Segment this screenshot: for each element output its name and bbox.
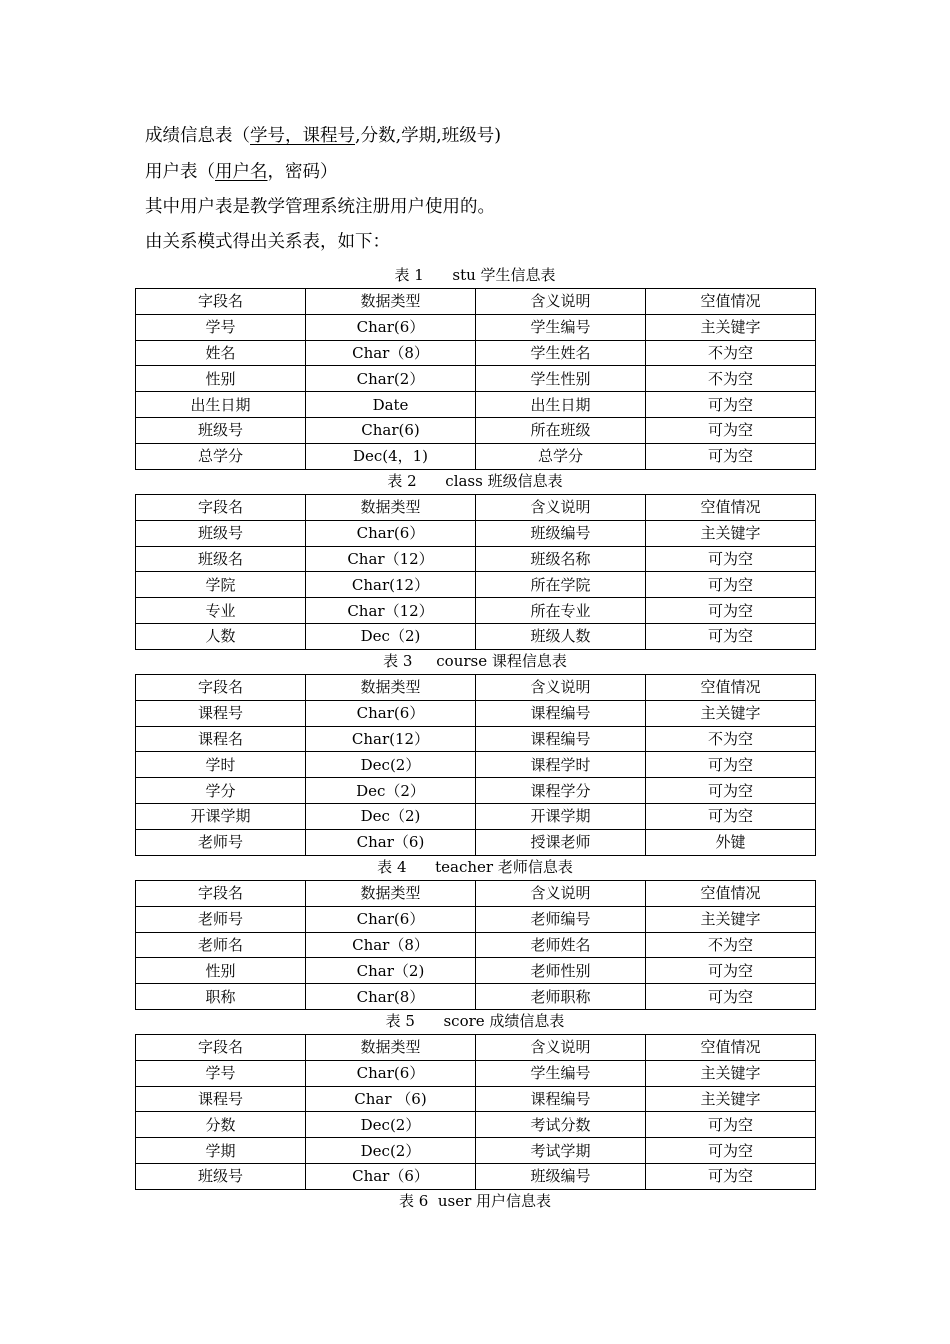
table-cell: 所在专业 bbox=[476, 598, 646, 624]
table-cell: 主关键字 bbox=[646, 700, 816, 726]
table-cell: 不为空 bbox=[646, 340, 816, 366]
table-row bbox=[136, 366, 816, 392]
table-row bbox=[136, 340, 816, 366]
table-cell: 性别 bbox=[136, 958, 306, 984]
table-cell: 可为空 bbox=[646, 417, 816, 443]
table-cell: Char（8） bbox=[306, 932, 476, 958]
table-cell: 学生编号 bbox=[476, 314, 646, 340]
table-caption: 表 6 user 用户信息表 bbox=[398, 1192, 552, 1210]
table-cell: Char （6) bbox=[306, 1086, 476, 1112]
column-header: 空值情况 bbox=[646, 881, 816, 907]
paragraph-user-schema bbox=[145, 160, 338, 184]
table-cell: Char(12） bbox=[306, 726, 476, 752]
table-cell: 可为空 bbox=[646, 572, 816, 598]
table-cell: 外键 bbox=[646, 829, 816, 855]
table-cell: 授课老师 bbox=[476, 829, 646, 855]
primary-key-text: 用户名 bbox=[215, 162, 268, 182]
table-cell: 老师号 bbox=[136, 906, 306, 932]
table-cell: 可为空 bbox=[646, 1138, 816, 1164]
column-header: 字段名 bbox=[136, 675, 306, 701]
table-cell: 所在学院 bbox=[476, 572, 646, 598]
column-header: 数据类型 bbox=[306, 1035, 476, 1061]
column-header: 数据类型 bbox=[306, 675, 476, 701]
table-cell: 班级号 bbox=[136, 1163, 306, 1189]
column-header: 字段名 bbox=[136, 289, 306, 315]
table-cell: 学分 bbox=[136, 778, 306, 804]
table-cell: Char(8） bbox=[306, 984, 476, 1010]
table-cell: 开课学期 bbox=[476, 803, 646, 829]
table-cell: 可为空 bbox=[646, 623, 816, 649]
table-cell: 考试分数 bbox=[476, 1112, 646, 1138]
table-cell: 主关键字 bbox=[646, 314, 816, 340]
table-cell: 可为空 bbox=[646, 778, 816, 804]
table-row bbox=[136, 443, 816, 469]
table-row bbox=[136, 958, 816, 984]
column-header: 含义说明 bbox=[476, 495, 646, 521]
table-cell: 学生编号 bbox=[476, 1060, 646, 1086]
table-cell: 学期 bbox=[136, 1138, 306, 1164]
table-cell: 考试学期 bbox=[476, 1138, 646, 1164]
table-cell: 可为空 bbox=[646, 803, 816, 829]
table-cell: 课程名 bbox=[136, 726, 306, 752]
table-cell: Char(12） bbox=[306, 572, 476, 598]
paragraph-intro: 由关系模式得出关系表，如下： bbox=[145, 232, 390, 252]
column-header: 字段名 bbox=[136, 495, 306, 521]
table-cell: 班级编号 bbox=[476, 1163, 646, 1189]
table-row bbox=[136, 520, 816, 546]
table-cell: Dec(2） bbox=[306, 752, 476, 778]
table-cell: 课程学分 bbox=[476, 778, 646, 804]
table-cell: Char(6） bbox=[306, 520, 476, 546]
table-cell: Char（6) bbox=[306, 829, 476, 855]
table-row bbox=[136, 314, 816, 340]
table-cell: Date bbox=[306, 392, 476, 418]
table-cell: 性别 bbox=[136, 366, 306, 392]
table-row bbox=[136, 726, 816, 752]
table-caption: 表 2 class 班级信息表 bbox=[387, 472, 563, 490]
table-header-row bbox=[136, 881, 816, 907]
table-cell: 姓名 bbox=[136, 340, 306, 366]
table-cell: 学生性别 bbox=[476, 366, 646, 392]
column-header: 字段名 bbox=[136, 1035, 306, 1061]
table-cell: Char（6） bbox=[306, 1163, 476, 1189]
table-cell: 学号 bbox=[136, 314, 306, 340]
table-cell: 出生日期 bbox=[476, 392, 646, 418]
schema-text: 用户表（ bbox=[145, 162, 215, 182]
table-cell: 所在班级 bbox=[476, 417, 646, 443]
table-cell: 老师职称 bbox=[476, 984, 646, 1010]
table-cell: Dec(4，1) bbox=[306, 443, 476, 469]
table-cell: 可为空 bbox=[646, 1163, 816, 1189]
table-row bbox=[136, 906, 816, 932]
column-header: 字段名 bbox=[136, 881, 306, 907]
table-cell: Char（12） bbox=[306, 598, 476, 624]
table-row bbox=[136, 700, 816, 726]
table-cell: 可为空 bbox=[646, 392, 816, 418]
table-cell: Dec（2) bbox=[306, 623, 476, 649]
table-header-row bbox=[136, 289, 816, 315]
column-header: 含义说明 bbox=[476, 1035, 646, 1061]
schema-text: 成绩信息表（ bbox=[145, 126, 250, 146]
table-row bbox=[136, 984, 816, 1010]
table-cell: 总学分 bbox=[136, 443, 306, 469]
table-cell: 专业 bbox=[136, 598, 306, 624]
table-row bbox=[136, 1060, 816, 1086]
table-cell: Char(6) bbox=[306, 417, 476, 443]
table-cell: 班级人数 bbox=[476, 623, 646, 649]
table-cell: 不为空 bbox=[646, 366, 816, 392]
table-cell: 老师姓名 bbox=[476, 932, 646, 958]
table-cell: 职称 bbox=[136, 984, 306, 1010]
table-cell: 主关键字 bbox=[646, 1060, 816, 1086]
table-header-row bbox=[136, 675, 816, 701]
table-row bbox=[136, 623, 816, 649]
table-row bbox=[136, 546, 816, 572]
table-row bbox=[136, 1086, 816, 1112]
table-cell: 课程编号 bbox=[476, 700, 646, 726]
table-cell: Dec（2) bbox=[306, 803, 476, 829]
column-header: 含义说明 bbox=[476, 675, 646, 701]
table-caption: 表 1 stu 学生信息表 bbox=[394, 266, 556, 284]
table-cell: 可为空 bbox=[646, 958, 816, 984]
table-score bbox=[135, 1034, 816, 1190]
table-cell: 学院 bbox=[136, 572, 306, 598]
table-cell: 分数 bbox=[136, 1112, 306, 1138]
table-row bbox=[136, 829, 816, 855]
table-cell: Char(6） bbox=[306, 314, 476, 340]
table-cell: 班级名 bbox=[136, 546, 306, 572]
table-cell: 班级编号 bbox=[476, 520, 646, 546]
table-cell: 不为空 bbox=[646, 726, 816, 752]
column-header: 空值情况 bbox=[646, 1035, 816, 1061]
table-cell: 人数 bbox=[136, 623, 306, 649]
table-cell: 可为空 bbox=[646, 752, 816, 778]
paragraph-user-note: 其中用户表是教学管理系统注册用户使用的。 bbox=[145, 197, 495, 217]
table-cell: 开课学期 bbox=[136, 803, 306, 829]
table-cell: 总学分 bbox=[476, 443, 646, 469]
table-cell: 课程号 bbox=[136, 1086, 306, 1112]
table-cell: 可为空 bbox=[646, 984, 816, 1010]
table-cell: Char（12） bbox=[306, 546, 476, 572]
table-cell: 课程学时 bbox=[476, 752, 646, 778]
table-caption: 表 5 score 成绩信息表 bbox=[385, 1012, 565, 1030]
table-course bbox=[135, 674, 816, 856]
table-cell: 学号 bbox=[136, 1060, 306, 1086]
table-row bbox=[136, 932, 816, 958]
table-row bbox=[136, 1112, 816, 1138]
table-cell: Dec（2） bbox=[306, 778, 476, 804]
table-row bbox=[136, 1138, 816, 1164]
column-header: 含义说明 bbox=[476, 289, 646, 315]
table-row bbox=[136, 1163, 816, 1189]
table-cell: 老师编号 bbox=[476, 906, 646, 932]
column-header: 数据类型 bbox=[306, 289, 476, 315]
table-cell: 学生姓名 bbox=[476, 340, 646, 366]
schema-text: ，密码） bbox=[267, 162, 338, 182]
table-cell: Char(6） bbox=[306, 1060, 476, 1086]
table-cell: 主关键字 bbox=[646, 1086, 816, 1112]
column-header: 数据类型 bbox=[306, 881, 476, 907]
column-header: 空值情况 bbox=[646, 289, 816, 315]
column-header: 空值情况 bbox=[646, 675, 816, 701]
table-row bbox=[136, 778, 816, 804]
table-cell: 老师性别 bbox=[476, 958, 646, 984]
table-row bbox=[136, 417, 816, 443]
table-header-row bbox=[136, 495, 816, 521]
table-cell: 班级号 bbox=[136, 520, 306, 546]
table-caption: 表 4 teacher 老师信息表 bbox=[377, 858, 573, 876]
table-caption: 表 3 course 课程信息表 bbox=[383, 652, 567, 670]
table-row bbox=[136, 752, 816, 778]
table-cell: Char(2） bbox=[306, 366, 476, 392]
table-row bbox=[136, 392, 816, 418]
column-header: 含义说明 bbox=[476, 881, 646, 907]
table-cell: Dec(2） bbox=[306, 1138, 476, 1164]
table-cell: 出生日期 bbox=[136, 392, 306, 418]
table-cell: 课程编号 bbox=[476, 726, 646, 752]
table-cell: 主关键字 bbox=[646, 520, 816, 546]
table-cell: 不为空 bbox=[646, 932, 816, 958]
table-row bbox=[136, 598, 816, 624]
primary-key-text: 学号，课程号 bbox=[250, 126, 355, 146]
schema-text: ,分数,学期,班级号) bbox=[355, 126, 502, 146]
table-row bbox=[136, 803, 816, 829]
table-cell: Char（2) bbox=[306, 958, 476, 984]
table-cell: Char（8） bbox=[306, 340, 476, 366]
table-cell: 课程号 bbox=[136, 700, 306, 726]
table-cell: Dec(2） bbox=[306, 1112, 476, 1138]
column-header: 数据类型 bbox=[306, 495, 476, 521]
table-row bbox=[136, 572, 816, 598]
table-teacher bbox=[135, 880, 816, 1010]
table-class bbox=[135, 494, 816, 650]
table-header-row bbox=[136, 1035, 816, 1061]
table-cell: 可为空 bbox=[646, 546, 816, 572]
table-cell: 课程编号 bbox=[476, 1086, 646, 1112]
table-cell: 可为空 bbox=[646, 443, 816, 469]
table-cell: 主关键字 bbox=[646, 906, 816, 932]
table-cell: 班级号 bbox=[136, 417, 306, 443]
table-cell: 可为空 bbox=[646, 1112, 816, 1138]
table-cell: Char(6） bbox=[306, 906, 476, 932]
table-cell: 可为空 bbox=[646, 598, 816, 624]
table-stu bbox=[135, 288, 816, 470]
table-cell: 班级名称 bbox=[476, 546, 646, 572]
table-cell: 学时 bbox=[136, 752, 306, 778]
column-header: 空值情况 bbox=[646, 495, 816, 521]
table-cell: 老师名 bbox=[136, 932, 306, 958]
paragraph-score-schema bbox=[145, 124, 501, 148]
table-cell: Char(6） bbox=[306, 700, 476, 726]
table-cell: 老师号 bbox=[136, 829, 306, 855]
